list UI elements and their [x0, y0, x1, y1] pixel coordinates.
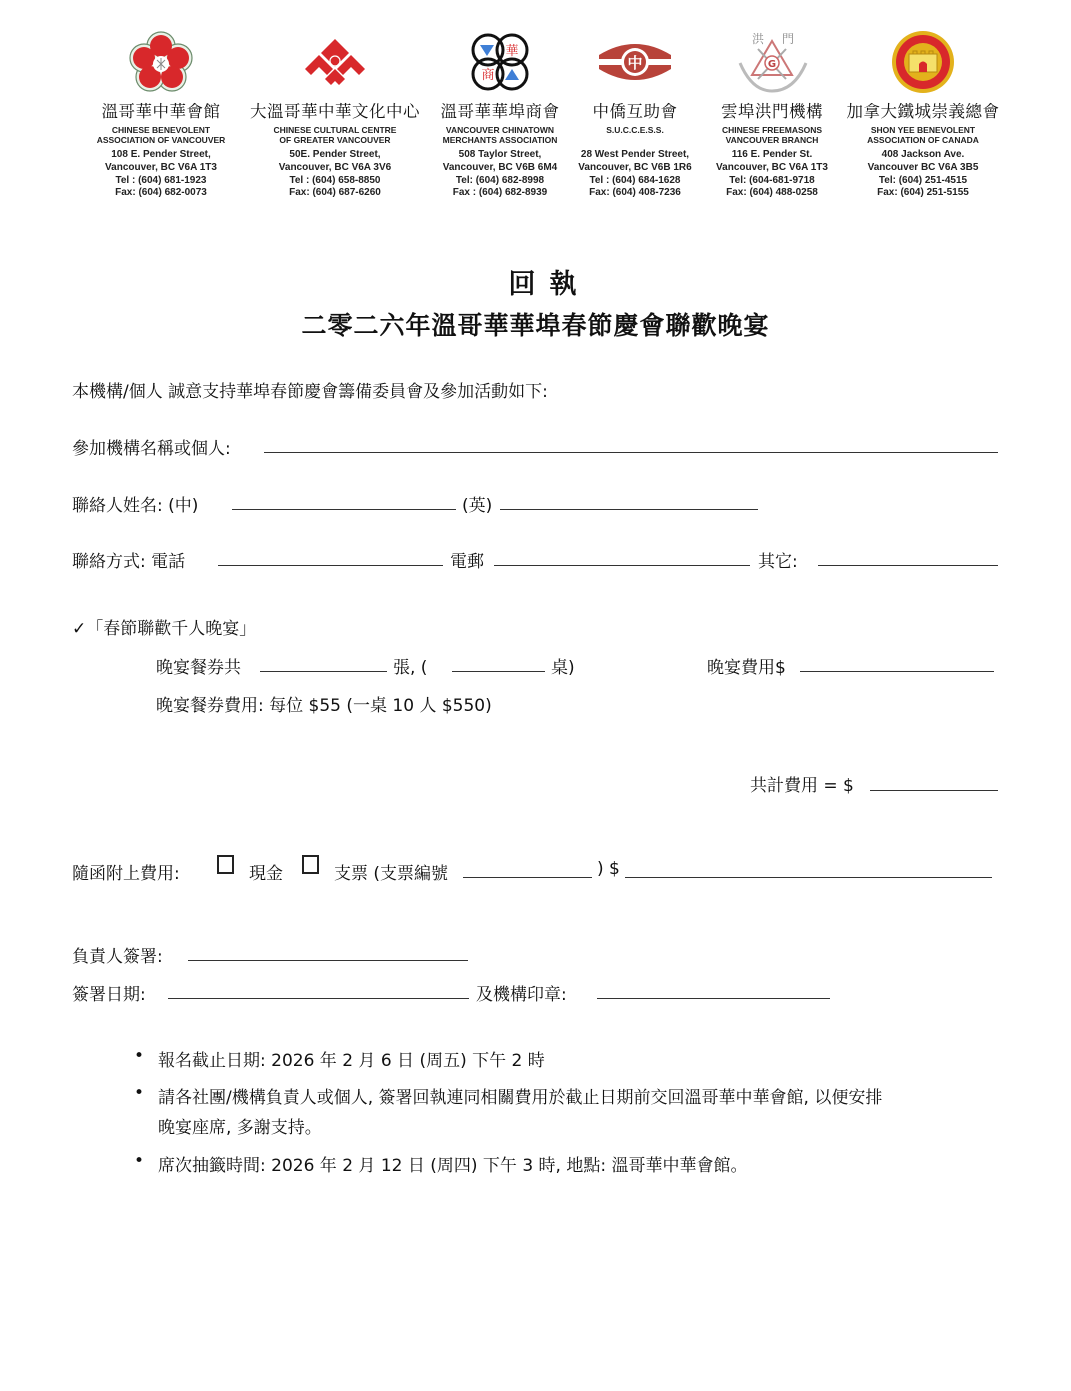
tables-unit: 桌) [551, 658, 575, 678]
org-name-en [432, 125, 568, 145]
cash-checkbox[interactable] [217, 855, 234, 874]
tables-count-field[interactable] [452, 671, 545, 672]
org-street: 28 West Pender Street, [580, 149, 690, 160]
org-name-zh: 大溫哥華中華文化中心 [250, 102, 420, 121]
total-fee-label: 共計費用 = $ [750, 776, 854, 796]
org-name-en-line2: MERCHANTS ASSOCIATION [442, 135, 558, 145]
org-name-zh: 溫哥華華埠商會 [440, 102, 560, 121]
org-name-en [242, 125, 428, 145]
tickets-label: 晚宴餐券共 [156, 658, 241, 678]
signer-label: 負責人簽署: [72, 947, 163, 967]
payment-amount-field[interactable] [625, 877, 992, 878]
cash-label: 現金 [249, 864, 283, 884]
org-chinatown-merchants [432, 28, 568, 200]
org-name-zh: 加拿大鐵城崇義總會 [846, 102, 1000, 121]
note-draw: 席次抽籤時間: 2026 年 2 月 12 日 (周四) 下午 3 時, 地點: 溫哥華中華會館。 [158, 1156, 748, 1176]
logo-char-hua: 華 [505, 44, 519, 59]
phone-field[interactable] [218, 565, 443, 566]
cheque-checkbox[interactable] [302, 855, 319, 874]
org-fax: Fax: (604) 251-5155 [877, 187, 969, 199]
seal-field[interactable] [597, 998, 830, 999]
bullet-icon: • [134, 1151, 145, 1171]
org-address [242, 149, 428, 200]
contact-phone-label: 聯絡方式: 電話 [72, 552, 186, 572]
org-name-en-line2: VANCOUVER BRANCH [725, 135, 819, 145]
org-fax: Fax: (604) 488-0258 [726, 187, 818, 199]
org-tel: Tel : (604) 684-1628 [589, 174, 681, 186]
org-street: 116 E. Pender St. [731, 149, 813, 160]
sign-date-field[interactable] [168, 998, 469, 999]
org-fax: Fax: (604) 682-0073 [115, 187, 207, 199]
intro-statement: 本機構/個人 誠意支持華埠春節慶會籌備委員會及參加活動如下: [72, 382, 548, 402]
org-tel: Tel: (604) 251-4515 [878, 174, 968, 186]
dinner-fee-label: 晚宴費用$ [707, 658, 786, 678]
tickets-count-field[interactable] [260, 671, 387, 672]
org-fax: Fax : (604) 682-8939 [452, 187, 548, 199]
plum-blossom-logo [88, 28, 234, 96]
org-name-zh: 雲埠洪門機構 [721, 102, 823, 121]
bullet-icon: • [134, 1046, 145, 1066]
freemasons-compass-logo [708, 28, 836, 96]
org-city: Vancouver BC V6A 3B5 [867, 161, 979, 173]
contact-name-zh-field[interactable] [232, 509, 456, 510]
org-name-field[interactable] [264, 452, 998, 453]
org-city: Vancouver, BC V6A 1T3 [716, 161, 828, 173]
org-name-en-line2: ASSOCIATION OF VANCOUVER [96, 135, 226, 145]
cheque-number-field[interactable] [463, 877, 592, 878]
note-deadline: 報名截止日期: 2026 年 2 月 6 日 (周五) 下午 2 時 [158, 1051, 545, 1071]
seal-label: 及機構印章: [476, 985, 567, 1005]
note-submission: 請各社團/機構負責人或個人, 簽署回執連同相關費用於截止日期前交回溫哥華中華會館, 以便安排 [158, 1088, 883, 1108]
contact-name-en-field[interactable] [500, 509, 758, 510]
org-address [88, 149, 234, 200]
org-tel: Tel : (604) 658-8850 [289, 174, 381, 186]
sign-date-label: 簽署日期: [72, 985, 146, 1005]
org-name-en-line1: CHINESE CULTURAL CENTRE [273, 125, 397, 135]
city-wall-seal-logo [840, 28, 1006, 96]
org-name-en-line2: ASSOCIATION OF CANADA [867, 135, 979, 145]
org-fax: Fax: (604) 687-6260 [289, 187, 381, 199]
org-street: 508 Taylor Street, [458, 149, 542, 160]
logo-char-shang: 商 [481, 68, 495, 83]
org-name-zh: 溫哥華中華會館 [101, 102, 221, 121]
other-contact-field[interactable] [818, 565, 998, 566]
org-address [840, 149, 1006, 200]
org-name-label: 參加機構名稱或個人: [72, 439, 231, 459]
logo-char-zhong: 中 [627, 54, 643, 72]
email-label: 電郵 [450, 552, 484, 572]
org-name-en [840, 125, 1006, 145]
org-address [570, 149, 700, 200]
logo-char-hong: 洪 [752, 32, 765, 46]
org-street: 108 E. Pender Street, [111, 149, 211, 160]
org-name-en-line1: CHINESE FREEMASONS [721, 125, 823, 135]
red-roof-logo [242, 28, 428, 96]
payment-amount-label: ) $ [597, 859, 620, 879]
org-tel: Tel: (604-681-9718 [729, 174, 815, 186]
org-tel: Tel : (604) 681-1923 [115, 174, 207, 186]
contact-name-en-label: (英) [462, 496, 493, 516]
page-subtitle: 二零二六年溫哥華華埠春節慶會聯歡晚宴 [301, 311, 770, 340]
org-address [432, 149, 568, 200]
org-name-en-line1: SHON YEE BENEVOLENT [870, 125, 976, 135]
org-name-en-line2: OF GREATER VANCOUVER [279, 135, 391, 145]
org-tel: Tel: (604) 682-8998 [455, 174, 545, 186]
org-name-en [708, 125, 836, 145]
org-name-en [570, 125, 700, 135]
other-contact-label: 其它: [758, 552, 798, 572]
org-chinese-benevolent [88, 28, 234, 200]
four-rings-logo [432, 28, 568, 96]
org-name-en-line1: VANCOUVER CHINATOWN [445, 125, 555, 135]
event-heading [72, 614, 256, 639]
org-fax: Fax: (604) 408-7236 [589, 187, 681, 199]
email-field[interactable] [494, 565, 750, 566]
total-fee-field[interactable] [870, 790, 998, 791]
org-success [570, 28, 700, 200]
ticket-price-note: 晚宴餐券費用: 每位 $55 (一桌 10 人 $550) [156, 696, 492, 716]
success-emblem-logo [570, 28, 700, 96]
logo-char-men: 門 [782, 32, 795, 46]
org-city: Vancouver, BC V6A 1T3 [105, 161, 217, 173]
signature-field[interactable] [188, 960, 468, 961]
org-street: 408 Jackson Ave. [881, 149, 965, 160]
org-city: Vancouver, BC V6A 3V6 [278, 161, 392, 173]
org-name-en-line1: S.U.C.C.E.S.S. [606, 125, 664, 135]
note-submission-cont: 晚宴座席, 多謝支持。 [158, 1118, 322, 1138]
page-title: 回執 [508, 269, 591, 300]
check-mark-icon: ✓ [72, 619, 87, 639]
event-name: 「春節聯歡千人晚宴」 [86, 619, 257, 639]
organizations-header [90, 28, 1010, 203]
org-city: Vancouver, BC V6B 1R6 [578, 161, 692, 173]
logo-char-g: G [767, 59, 777, 70]
org-address [708, 149, 836, 200]
cheque-label: 支票 (支票編號 [334, 864, 449, 884]
contact-name-zh-label: 聯絡人姓名: (中) [72, 496, 199, 516]
bullet-icon: • [134, 1083, 145, 1103]
tickets-unit: 張, ( [393, 658, 428, 678]
org-street: 50E. Pender Street, [289, 149, 381, 160]
org-chinese-freemasons [708, 28, 836, 200]
org-name-en [88, 125, 234, 145]
payment-label: 隨函附上費用: [72, 864, 180, 884]
org-city: Vancouver, BC V6B 6M4 [442, 161, 558, 173]
org-cultural-centre [242, 28, 428, 200]
dinner-fee-field[interactable] [800, 671, 994, 672]
org-name-zh: 中僑互助會 [592, 102, 678, 121]
org-name-en-line1: CHINESE BENEVOLENT [111, 125, 211, 135]
org-shon-yee [840, 28, 1006, 200]
